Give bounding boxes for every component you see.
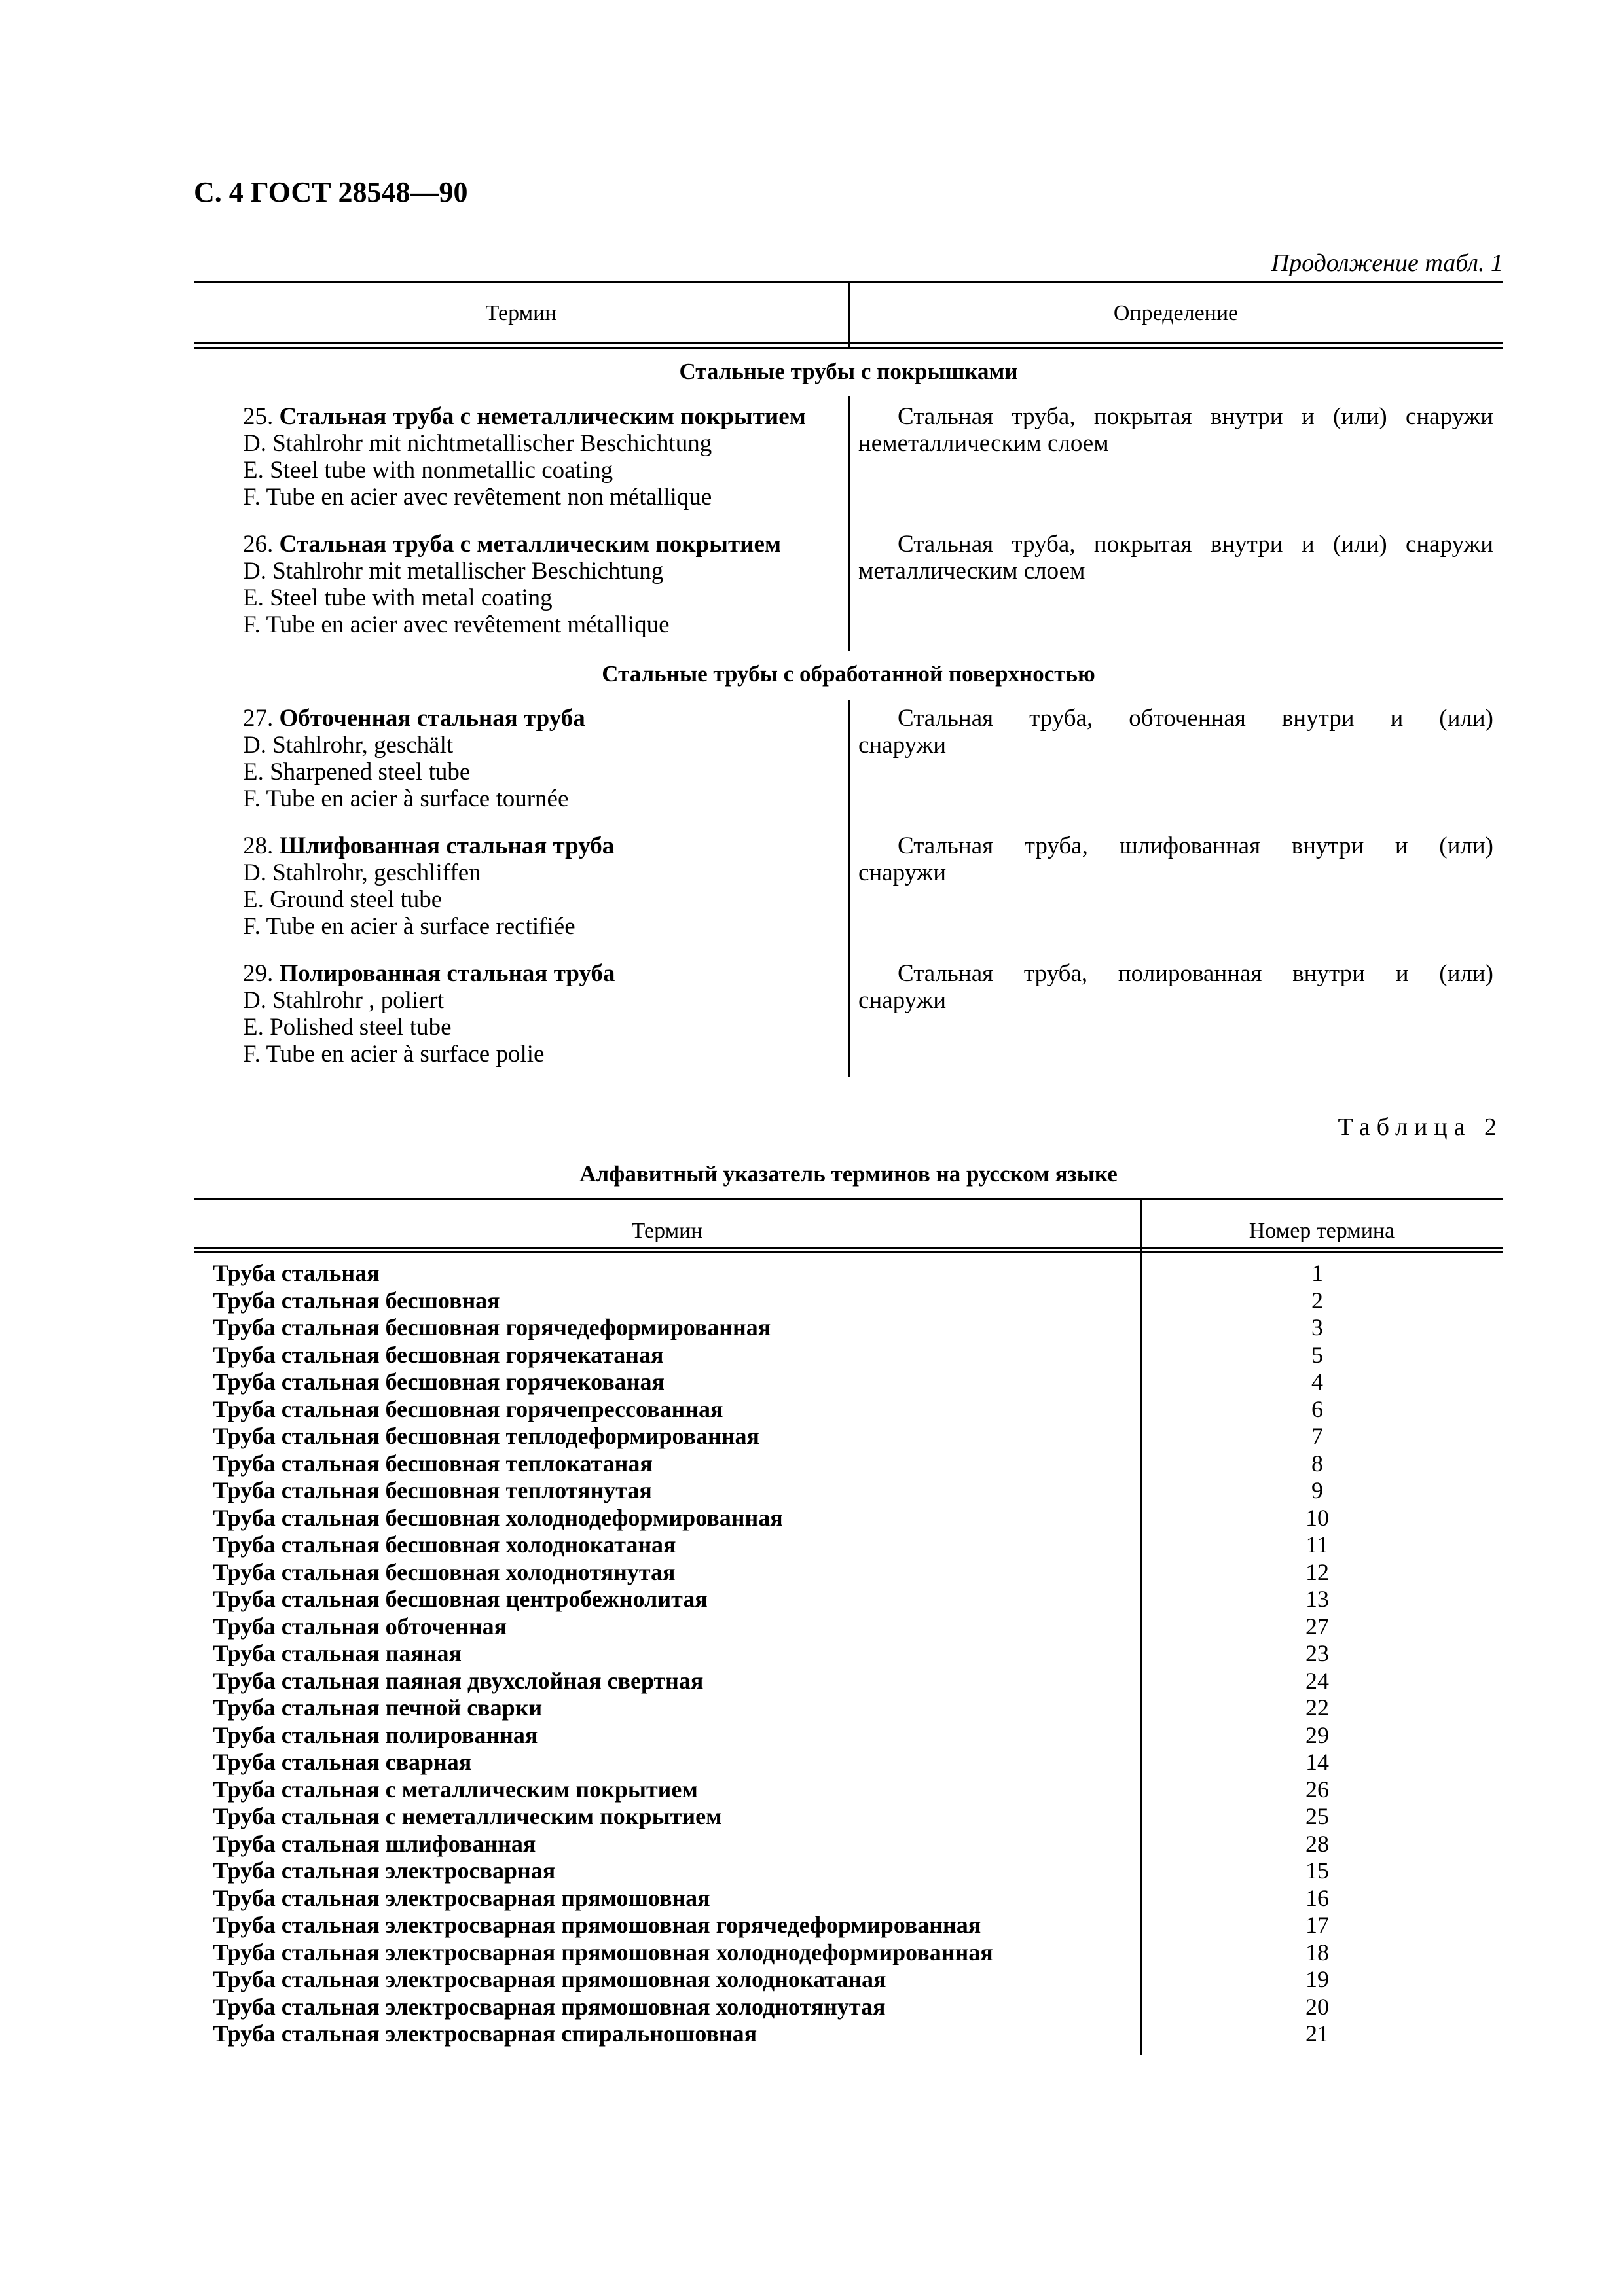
index-term: Труба стальная с неметаллическим покрытием bbox=[213, 1803, 722, 1829]
index-term: Труба стальная с металлическим покрытием bbox=[213, 1776, 698, 1803]
table1-divider-section2 bbox=[848, 700, 850, 1077]
index-term: Труба стальная электросварная прямошовная холоднотянутая bbox=[213, 1993, 886, 2020]
index-term: Труба стальная бесшовная горячедеформированная bbox=[213, 1314, 771, 1340]
table2-header-rule-2 bbox=[194, 1251, 1503, 1253]
term-russian: Шлифованная стальная труба bbox=[279, 833, 615, 859]
table-row bbox=[0, 1722, 1623, 1749]
index-term-number: 9 bbox=[1311, 1477, 1323, 1503]
index-term-number: 8 bbox=[1311, 1450, 1323, 1477]
table1-header-rule-2 bbox=[194, 347, 1503, 349]
table-row bbox=[0, 1586, 1623, 1613]
index-term: Труба стальная бесшовная горячепрессованная bbox=[213, 1395, 723, 1422]
index-term: Труба стальная полированная bbox=[213, 1721, 538, 1748]
table-row bbox=[0, 1912, 1623, 1939]
index-term-number: 25 bbox=[1305, 1803, 1329, 1829]
term-number: 26. bbox=[243, 531, 274, 558]
term-definition bbox=[858, 531, 1493, 584]
table-row bbox=[0, 1532, 1623, 1559]
term-german: D. Stahlrohr mit nichtmetallischer Beschichtung bbox=[243, 430, 712, 457]
table-row bbox=[0, 1803, 1623, 1831]
table-row bbox=[0, 1477, 1623, 1505]
term-russian: Стальная труба с металлическим покрытием bbox=[279, 531, 782, 558]
index-term-number: 27 bbox=[1305, 1613, 1329, 1640]
term-french: F. Tube en acier à surface polie bbox=[243, 1041, 545, 1067]
term-french: F. Tube en acier avec revêtement métallique bbox=[243, 611, 670, 638]
index-term: Труба стальная электросварная прямошовная горячедеформированная bbox=[213, 1912, 981, 1938]
page-header: С. 4 ГОСТ 28548—90 bbox=[194, 176, 468, 208]
index-term-number: 20 bbox=[1305, 1993, 1329, 2020]
term-french: F. Tube en acier à surface rectifiée bbox=[243, 913, 575, 940]
table-row bbox=[0, 2020, 1623, 2048]
term-russian: Полированная стальная труба bbox=[279, 960, 615, 987]
table-row bbox=[0, 1559, 1623, 1587]
definition-line-1: Стальная труба, шлифованная внутри и (или) bbox=[898, 833, 1493, 859]
term-french: F. Tube en acier à surface tournée bbox=[243, 785, 569, 812]
table2-header-number: Номер термина bbox=[1249, 1219, 1395, 1243]
term-definition bbox=[858, 960, 1493, 1014]
term-german: D. Stahlrohr, geschliffen bbox=[243, 859, 481, 886]
index-term-number: 21 bbox=[1305, 2020, 1329, 2047]
table-row bbox=[0, 1613, 1623, 1641]
table-row bbox=[0, 1966, 1623, 1994]
term-definition bbox=[858, 705, 1493, 759]
continuation-label: Продолжение табл. 1 bbox=[1271, 249, 1503, 277]
index-term-number: 26 bbox=[1305, 1776, 1329, 1803]
table-row bbox=[0, 1450, 1623, 1478]
table2-label: Таблица 2 bbox=[1338, 1113, 1503, 1141]
table2-header-term: Термин bbox=[631, 1219, 703, 1243]
index-term: Труба стальная шлифованная bbox=[213, 1830, 536, 1857]
table-row bbox=[0, 1776, 1623, 1804]
term-entry bbox=[243, 705, 585, 812]
section-title: Стальные трубы с покрышками bbox=[679, 359, 1018, 384]
index-term: Труба стальная электросварная bbox=[213, 1857, 556, 1884]
index-term: Труба стальная бесшовная теплотянутая bbox=[213, 1477, 652, 1503]
term-number: 25. bbox=[243, 403, 274, 430]
definition-line-1: Стальная труба, покрытая внутри и (или) снаружи bbox=[898, 531, 1493, 558]
index-term: Труба стальная печной сварки bbox=[213, 1695, 543, 1721]
table2-header-rule bbox=[194, 1247, 1503, 1249]
table-row bbox=[0, 1994, 1623, 2021]
table-row bbox=[0, 1423, 1623, 1450]
term-english: E. Polished steel tube bbox=[243, 1014, 452, 1041]
table-row bbox=[0, 1939, 1623, 1967]
term-german: D. Stahlrohr , poliert bbox=[243, 987, 445, 1014]
table-row bbox=[0, 1640, 1623, 1668]
table-row bbox=[0, 1369, 1623, 1396]
table2-title: Алфавитный указатель терминов на русском языке bbox=[579, 1161, 1118, 1187]
index-term-number: 14 bbox=[1305, 1749, 1329, 1775]
term-russian: Стальная труба с неметаллическим покрытием bbox=[279, 403, 806, 430]
table1-header-definition: Определение bbox=[1113, 301, 1239, 325]
index-term-number: 6 bbox=[1311, 1395, 1323, 1422]
index-term-number: 29 bbox=[1305, 1721, 1329, 1748]
definition-line-2: неметаллическим слоем bbox=[858, 430, 1109, 457]
index-term-number: 13 bbox=[1305, 1586, 1329, 1612]
index-term: Труба стальная электросварная прямошовная холоднодеформированная bbox=[213, 1939, 993, 1965]
index-term: Труба стальная bbox=[213, 1260, 380, 1286]
definition-line-1: Стальная труба, обточенная внутри и (или) bbox=[898, 705, 1493, 732]
table-row bbox=[0, 1885, 1623, 1912]
term-russian: Обточенная стальная труба bbox=[279, 705, 585, 732]
term-entry bbox=[243, 833, 614, 940]
term-number: 27. bbox=[243, 705, 274, 732]
term-french: F. Tube en acier avec revêtement non métallique bbox=[243, 484, 712, 511]
table1-header-term: Термин bbox=[485, 301, 557, 325]
index-term-number: 16 bbox=[1305, 1884, 1329, 1911]
index-term-number: 2 bbox=[1311, 1287, 1323, 1314]
index-term: Труба стальная бесшовная горячекованая bbox=[213, 1369, 665, 1395]
table-row bbox=[0, 1287, 1623, 1315]
index-term-number: 15 bbox=[1305, 1857, 1329, 1884]
index-term-number: 28 bbox=[1305, 1830, 1329, 1857]
index-term-number: 18 bbox=[1305, 1939, 1329, 1965]
index-term-number: 7 bbox=[1311, 1423, 1323, 1449]
term-entry bbox=[243, 960, 615, 1067]
term-english: E. Ground steel tube bbox=[243, 886, 443, 913]
table-row bbox=[0, 1505, 1623, 1532]
term-german: D. Stahlrohr mit metallischer Beschichtung bbox=[243, 558, 664, 584]
index-term: Труба стальная паяная двухслойная свертная bbox=[213, 1667, 704, 1694]
index-term-number: 11 bbox=[1305, 1532, 1329, 1558]
index-term: Труба стальная электросварная спиральношовная bbox=[213, 2020, 757, 2047]
table-row bbox=[0, 1695, 1623, 1722]
index-term: Труба стальная бесшовная холоднодеформированная bbox=[213, 1504, 783, 1531]
table-row bbox=[0, 1749, 1623, 1776]
index-term-number: 12 bbox=[1305, 1558, 1329, 1585]
term-definition bbox=[858, 403, 1493, 457]
term-english: E. Steel tube with nonmetallic coating bbox=[243, 457, 613, 484]
index-term-number: 3 bbox=[1311, 1314, 1323, 1340]
index-term: Труба стальная бесшовная холоднокатаная bbox=[213, 1532, 676, 1558]
index-term: Труба стальная бесшовная холоднотянутая bbox=[213, 1558, 676, 1585]
definition-line-2: снаружи bbox=[858, 859, 947, 886]
table2-top-rule bbox=[194, 1198, 1503, 1200]
table-row bbox=[0, 1260, 1623, 1287]
table2-body bbox=[0, 1260, 1623, 2048]
term-number: 28. bbox=[243, 833, 274, 859]
table-row bbox=[0, 1831, 1623, 1858]
table-row bbox=[0, 1342, 1623, 1369]
index-term: Труба стальная сварная bbox=[213, 1749, 472, 1775]
index-term: Труба стальная бесшовная теплокатаная bbox=[213, 1450, 653, 1477]
term-definition bbox=[858, 833, 1493, 886]
index-term-number: 4 bbox=[1311, 1369, 1323, 1395]
index-term-number: 24 bbox=[1305, 1667, 1329, 1694]
index-term: Труба стальная электросварная прямошовная bbox=[213, 1884, 710, 1911]
index-term-number: 17 bbox=[1305, 1912, 1329, 1938]
index-term-number: 5 bbox=[1311, 1341, 1323, 1368]
term-entry bbox=[243, 403, 806, 511]
definition-line-1: Стальная труба, полированная внутри и (или) bbox=[898, 960, 1493, 987]
index-term-number: 23 bbox=[1305, 1640, 1329, 1666]
term-number: 29. bbox=[243, 960, 274, 987]
index-term: Труба стальная бесшовная теплодеформированная bbox=[213, 1423, 760, 1449]
term-english: E. Steel tube with metal coating bbox=[243, 584, 553, 611]
table1-divider-section1 bbox=[848, 396, 850, 651]
index-term: Труба стальная электросварная прямошовная холоднокатаная bbox=[213, 1966, 886, 1992]
index-term: Труба стальная обточенная bbox=[213, 1613, 507, 1640]
definition-line-1: Стальная труба, покрытая внутри и (или) снаружи bbox=[898, 403, 1493, 430]
index-term: Труба стальная бесшовная bbox=[213, 1287, 500, 1314]
term-german: D. Stahlrohr, geschält bbox=[243, 732, 454, 759]
index-term: Труба стальная бесшовная горячекатаная bbox=[213, 1341, 664, 1368]
index-term-number: 19 bbox=[1305, 1966, 1329, 1992]
definition-line-2: металлическим слоем bbox=[858, 558, 1085, 584]
definition-line-2: снаружи bbox=[858, 987, 947, 1014]
index-term-number: 10 bbox=[1305, 1504, 1329, 1531]
table-row bbox=[0, 1668, 1623, 1695]
section-title: Стальные трубы с обработанной поверхностью bbox=[602, 661, 1095, 687]
index-term: Труба стальная бесшовная центробежнолитая bbox=[213, 1586, 708, 1612]
definition-line-2: снаружи bbox=[858, 732, 947, 759]
index-term-number: 22 bbox=[1305, 1695, 1329, 1721]
table-row bbox=[0, 1857, 1623, 1885]
table-row bbox=[0, 1314, 1623, 1342]
index-term-number: 1 bbox=[1311, 1260, 1323, 1286]
index-term: Труба стальная паяная bbox=[213, 1640, 462, 1666]
term-entry bbox=[243, 531, 781, 638]
table1-divider-top bbox=[848, 281, 850, 347]
table-row bbox=[0, 1396, 1623, 1424]
term-english: E. Sharpened steel tube bbox=[243, 759, 471, 785]
